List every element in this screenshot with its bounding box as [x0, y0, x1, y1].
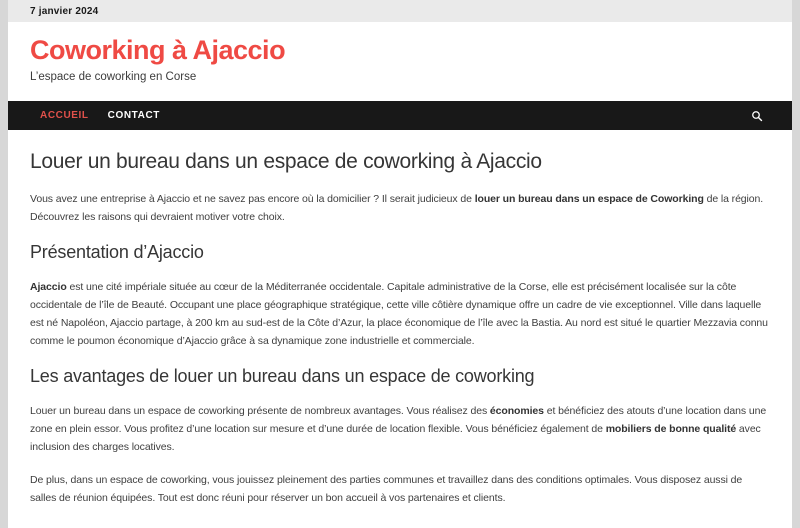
- search-icon: [751, 110, 763, 122]
- section-heading-avantages: Les avantages de louer un bureau dans un espace de coworking: [30, 366, 535, 387]
- site-title-link[interactable]: Coworking à Ajaccio: [30, 35, 286, 65]
- section-heading-presentation: Présentation d’Ajaccio: [30, 242, 204, 263]
- article: [8, 130, 792, 528]
- paragraph-avantages-2: De plus, dans un espace de coworking, vous jouissez pleinement des parties communes et travaillez dans des conditions optimales. Vous disposez aussi de salles de réunion équipées. Tout est donc réuni pour réserver un bon accueil à vos partenaires et clients.: [30, 474, 743, 505]
- date-label: 7 janvier 2024: [30, 5, 99, 17]
- intro-paragraph: Vous avez une entreprise à Ajaccio et ne savez pas encore où la domicilier ? Il serait judicieux de louer un bureau dans un espace de Coworking de la région. Découvrez les raisons qui devraient motiver votre choix.: [30, 193, 764, 224]
- search-button[interactable]: [748, 107, 766, 125]
- paragraph-presentation: Ajaccio est une cité impériale située au cœur de la Méditerranée occidentale. Capitale administrative de la Corse, elle est précisément localisée sur la côte occidentale de l’île de Beauté. Occupant une place géographique stratégique, cette ville côtière dynamique offre un cadre de vie exceptionnel. Ville dans laquelle est né Napoléon, Ajaccio partage, à 200 km au sud-est de la Côte d’Azur, la place économique de l’île avec la Bastia. Au nord est situé le quartier Mezzavia connu comme le poumon économique d’Ajaccio grâce à sa dynamique zone industrielle et commerciale.: [30, 281, 768, 348]
- paragraph-avantages-1: Louer un bureau dans un espace de coworking présente de nombreux avantages. Vous réalisez des économies et bénéficiez des atouts d’une location dans une zone en plein essor. Vous profitez d’une location sur mesure et d’une durée de location flexible. Vous bénéficiez également de mobiliers de bonne qualité avec inclusion des charges locatives.: [30, 405, 767, 454]
- topbar: [8, 0, 792, 22]
- page-container: [8, 0, 792, 528]
- site-tagline: L’espace de coworking en Corse: [30, 71, 197, 84]
- post-title: Louer un bureau dans un espace de coworking à Ajaccio: [30, 150, 542, 174]
- main-nav: [8, 101, 792, 130]
- nav-item-accueil[interactable]: ACCUEIL: [40, 110, 89, 122]
- nav-item-contact[interactable]: CONTACT: [107, 110, 160, 122]
- site-header: [8, 22, 792, 101]
